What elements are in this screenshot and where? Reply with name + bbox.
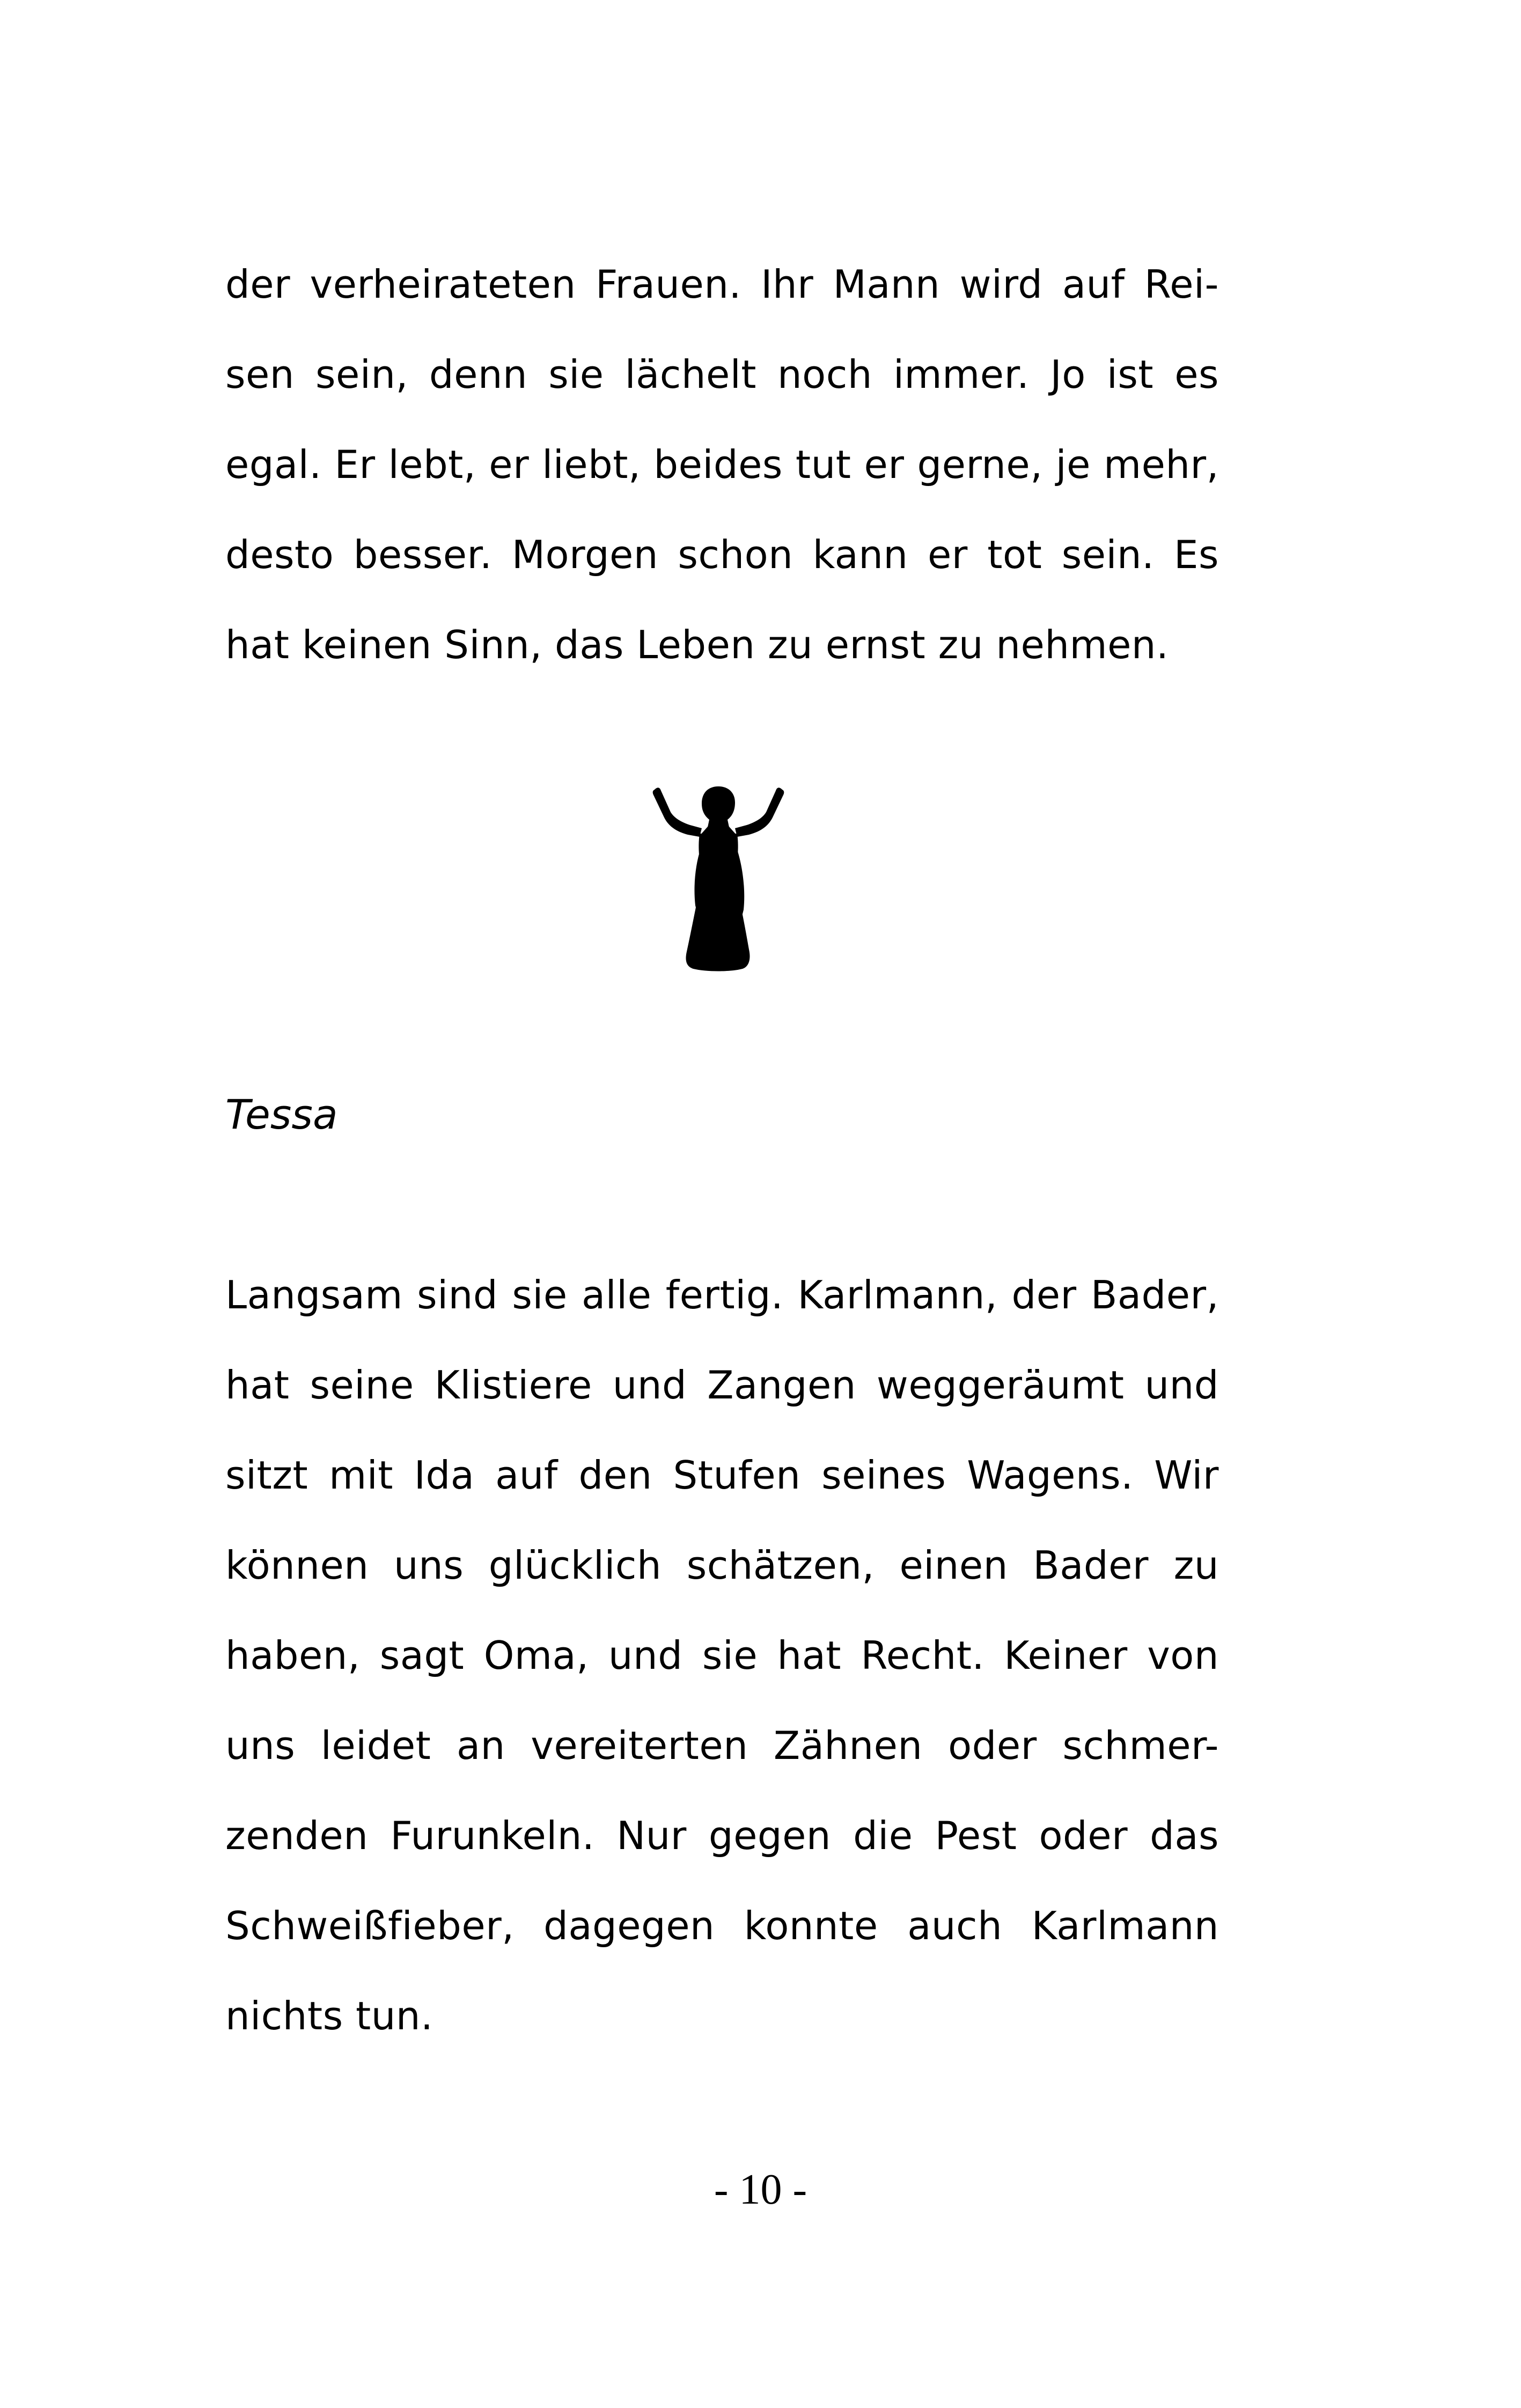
- paragraph-line: uns leidet an vereiterten Zähnen oder schmer-: [225, 1723, 1219, 1768]
- paragraph-line: hat seine Klistiere und Zangen weggeräumt und: [225, 1363, 1219, 1408]
- paragraph-line: hat keinen Sinn, das Leben zu ernst zu nehmen.: [225, 622, 1169, 667]
- paragraph-line: nichts tun.: [225, 1993, 433, 2038]
- paragraph-line: sitzt mit Ida auf den Stufen seines Wagens. Wir: [225, 1453, 1219, 1498]
- paragraph-line: zenden Furunkeln. Nur gegen die Pest oder das: [225, 1813, 1219, 1858]
- paragraph-line: desto besser. Morgen schon kann er tot sein. Es: [225, 532, 1219, 577]
- paragraph-line: haben, sagt Oma, und sie hat Recht. Keiner von: [225, 1633, 1219, 1678]
- paragraph-line: sen sein, denn sie lächelt noch immer. Jo ist es: [225, 352, 1219, 397]
- paragraph-line: Langsam sind sie alle fertig. Karlmann, der Bader,: [225, 1272, 1219, 1317]
- paragraph-line: können uns glücklich schätzen, einen Bader zu: [225, 1543, 1219, 1588]
- paragraph-line: Schweißfieber, dagegen konnte auch Karlmann: [225, 1903, 1219, 1948]
- paragraph-2: [225, 1250, 1219, 2061]
- dancing-woman-silhouette-icon: [650, 784, 787, 972]
- paragraph-line: egal. Er lebt, er liebt, beides tut er gerne, je mehr,: [225, 442, 1219, 487]
- page-number: - 10 -: [714, 2166, 807, 2213]
- paragraph-1: [225, 239, 1219, 690]
- paragraph-line: der verheirateten Frauen. Ihr Mann wird auf Rei-: [225, 262, 1219, 307]
- section-title: Tessa: [225, 1091, 338, 1138]
